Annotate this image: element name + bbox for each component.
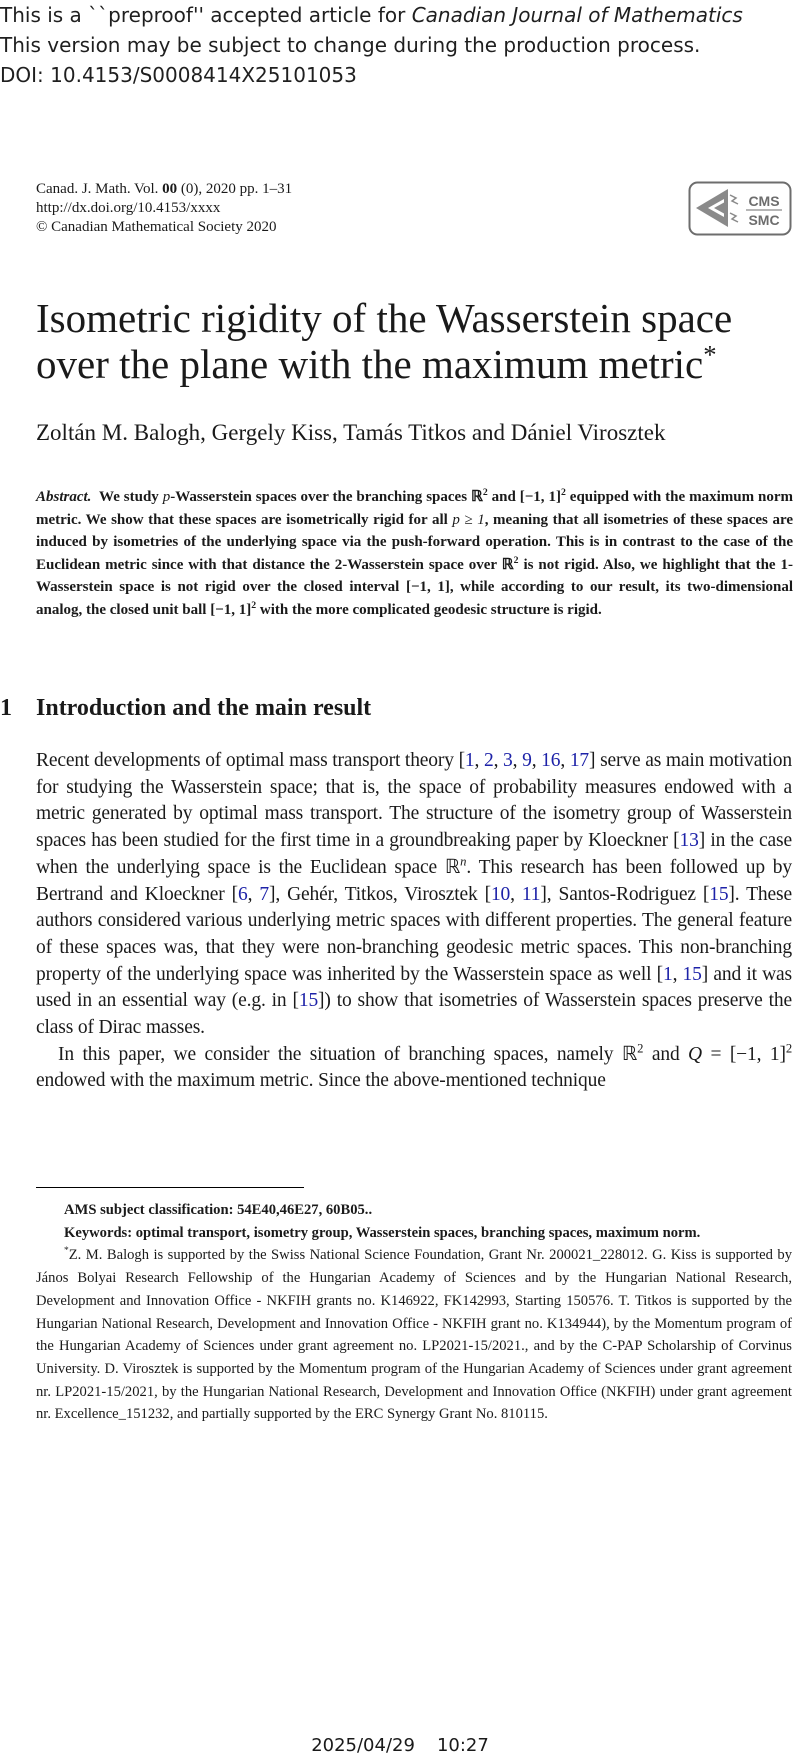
- citation-link[interactable]: 17: [569, 750, 590, 771]
- section-title: Introduction and the main result: [36, 695, 372, 721]
- citation-link[interactable]: 9: [522, 750, 532, 771]
- citation-link[interactable]: 15: [682, 963, 702, 985]
- logo-line-1: CMS: [748, 193, 780, 209]
- intro-paragraph-2: In this paper, we consider the situation of branching spaces, namely ℝ$^2$ and Q = [−1, 1]$^2$ endowed with the maximum metric. Since the above-mentioned technique: [36, 1041, 792, 1092]
- funding-note: *Z. M. Balogh is supported by the Swiss National Science Foundation, Grant Nr. 200021_228012. G. Kiss is supported by János Bolyai Research Fellowship of the Hungarian Academy of Sciences and by the Hungarian National Research, Development and Innovation Office - NKFIH grants no. K146922, FK142993, Starting 150576. T. Titkos is supported by the Hungarian National Research, Development and Innovation Office - NKFIH grant no. K134944), by the Momentum program of the Hungarian Academy of Sciences under grant agreement no. LP2021-15/2021., and by the C-PAP Scholarship of Corvinus University. D. Virosztek is supported by the Momentum program of the Hungarian Academy of Sciences under grant agreement nr. LP2021-15/2021, by the Hungarian National Research, Development and Innovation Office (NKFIH) under grant agreement nr. Excellence_151232, and partially supported by the ERC Synergy Grant No. 810115.: [36, 1246, 792, 1423]
- citation-link[interactable]: 10: [490, 883, 511, 905]
- paper-title: [36, 295, 796, 387]
- citation-link[interactable]: 1: [464, 750, 475, 771]
- ams-classification: AMS subject classification: 54E40,46E27, 60B05..: [64, 1202, 373, 1218]
- journal-doi-url: http://dx.doi.org/10.4153/xxxx: [36, 200, 221, 216]
- journal-citation: Canad. J. Math. Vol. 00 (0), 2020 pp. 1–31: [36, 181, 293, 197]
- citation-link[interactable]: 15: [709, 883, 729, 905]
- introduction-text: [36, 748, 792, 1095]
- journal-copyright: © Canadian Mathematical Society 2020: [36, 219, 277, 235]
- citation-link[interactable]: 7: [259, 883, 270, 905]
- journal-info: [36, 180, 292, 237]
- title-line-2: over the plane with the maximum metric: [36, 341, 704, 387]
- preproof-line-2: This version may be subject to change during the production process.: [0, 33, 701, 57]
- abstract: Abstract. We study p-Wasserstein spaces over the branching spaces ℝ$^2$ and [−1, 1]$^2$ equipped with the maximum norm metric. We show that these spaces are isometrically rigid for all p ≥ 1, meaning that all isometries of these spaces are induced by isometries of the underlying space via the push-forward operation. This is in contrast to the case of the Euclidean metric since with that distance the 2-Wasserstein space over ℝ$^2$ is not rigid. Also, we highlight that the 1-Wasserstein space is not rigid over the closed interval [−1, 1], while according to our result, its two-dimensional analog, the closed unit ball [−1, 1]$^2$ with the more complicated geodesic structure is rigid.: [36, 487, 793, 618]
- author-list: Zoltán M. Balogh, Gergely Kiss, Tamás Titkos and Dániel Virosztek: [36, 420, 666, 445]
- cms-smc-logo: [688, 181, 792, 236]
- abstract-label: Abstract.: [36, 489, 92, 505]
- citation-link[interactable]: 16: [541, 750, 561, 771]
- preproof-doi: DOI: 10.4153/S0008414X25101053: [0, 63, 357, 87]
- footnote-rule: [36, 1187, 304, 1188]
- timestamp-date: 2025/04/29: [311, 1735, 415, 1756]
- title-footnote-mark: *: [703, 339, 717, 370]
- footnotes: [36, 1199, 792, 1426]
- citation-link[interactable]: 11: [521, 883, 541, 905]
- keywords: Keywords: optimal transport, isometry group, Wasserstein spaces, branching spaces, maximum norm.: [64, 1224, 701, 1241]
- citation-link[interactable]: 1: [662, 963, 673, 985]
- preproof-header: [0, 0, 800, 90]
- citation-link[interactable]: 3: [503, 750, 513, 771]
- cms-logo-icon: [688, 181, 792, 236]
- logo-line-2: SMC: [748, 212, 780, 228]
- timestamp: [0, 1735, 800, 1757]
- intro-paragraph-1: Recent developments of optimal mass transport theory [1, 2, 3, 9, 16, 17] serve as main motivation for studying the Wasserstein space; that is, the space of probability measures endowed with a metric generated by optimal mass transport. The structure of the isometry group of Wasserstein spaces has been studied for the first time in a groundbreaking paper by Kloeckner [13] in the case when the underlying space is the Euclidean space ℝ$^n$. This research has been followed up by Bertrand and Kloeckner [6, 7], Gehér, Titkos, Virosztek [10, 11], Santos-Rodriguez [15]. These authors considered various underlying metric spaces with different properties. The general feature of these spaces was, that they were non-branching geodesic metric spaces. This non-branching property of the underlying space was inherited by the Wasserstein space as well [1, 15] and it was used in an essential way (e.g. in [15]) to show that isometries of Wasserstein spaces preserve the class of Dirac masses.: [36, 750, 793, 1039]
- citation-link[interactable]: 13: [679, 830, 699, 852]
- timestamp-time: 10:27: [436, 1735, 489, 1756]
- section-number: 1: [0, 695, 12, 721]
- title-line-1: Isometric rigidity of the Wasserstein space: [36, 295, 733, 341]
- citation-link[interactable]: 15: [298, 990, 319, 1012]
- journal-name: Canadian Journal of Mathematics: [411, 3, 743, 27]
- citation-link[interactable]: 2: [483, 750, 494, 771]
- preproof-line-1: This is a ``preproof'' accepted article for Canadian Journal of Mathematics: [0, 3, 743, 27]
- citation-link[interactable]: 6: [238, 883, 248, 905]
